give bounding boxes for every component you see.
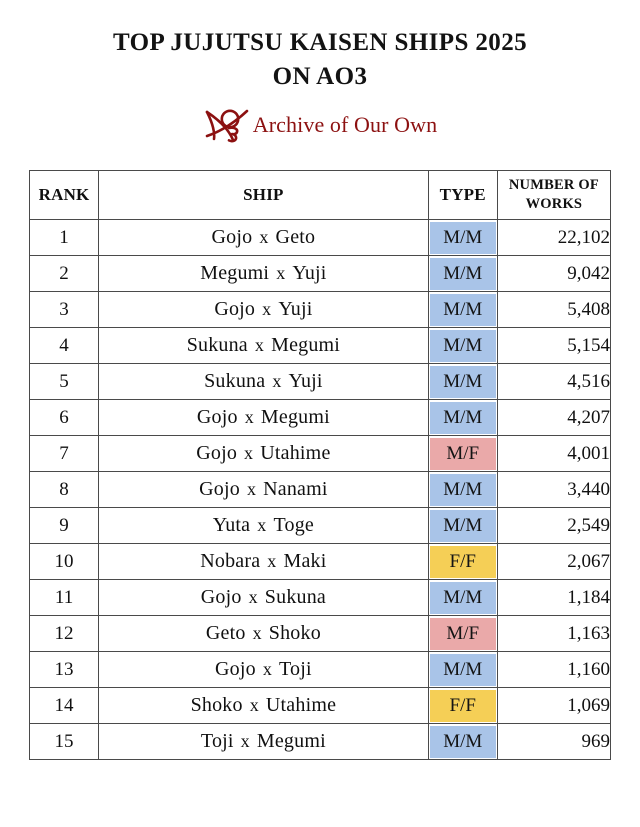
cell-ship xyxy=(99,400,429,436)
cell-rank: 4 xyxy=(30,328,99,364)
type-badge: M/M xyxy=(430,654,496,686)
cell-type xyxy=(428,724,497,760)
cell-rank: 12 xyxy=(30,616,99,652)
cell-type xyxy=(428,436,497,472)
cell-ship xyxy=(99,364,429,400)
page-header xyxy=(0,0,640,144)
type-badge: M/F xyxy=(430,618,496,650)
type-badge: F/F xyxy=(430,546,496,578)
table-row xyxy=(30,580,611,616)
table-row xyxy=(30,544,611,580)
ship-right: Utahime xyxy=(260,442,331,464)
type-badge: M/M xyxy=(430,366,496,398)
table-row xyxy=(30,724,611,760)
ship-separator: x xyxy=(244,407,254,427)
ship-right: Megumi xyxy=(271,334,341,356)
cell-ship xyxy=(99,220,429,256)
cell-type xyxy=(428,364,497,400)
cell-works: 1,160 xyxy=(497,652,610,688)
column-header-type: TYPE xyxy=(428,171,497,220)
ship-right: Yuji xyxy=(278,298,313,320)
cell-rank: 5 xyxy=(30,364,99,400)
table-header-row xyxy=(30,171,611,220)
ao3-logo-icon xyxy=(203,106,255,144)
type-badge: F/F xyxy=(430,690,496,722)
table-row xyxy=(30,220,611,256)
ship-separator: x xyxy=(262,659,273,679)
ship-left: Gojo xyxy=(200,586,242,608)
ships-table-container xyxy=(29,170,611,760)
table-row xyxy=(30,256,611,292)
column-header-works-line-2: WORKS xyxy=(525,196,583,212)
table-row xyxy=(30,616,611,652)
cell-ship xyxy=(99,580,429,616)
cell-ship xyxy=(99,652,429,688)
ship-left: Megumi xyxy=(200,262,270,284)
type-badge: M/M xyxy=(430,582,496,614)
page-title-line-1: TOP JUJUTSU KAISEN SHIPS 2025 xyxy=(112,29,528,56)
cell-rank: 10 xyxy=(30,544,99,580)
type-badge: M/M xyxy=(430,726,496,758)
ship-right: Maki xyxy=(283,550,327,572)
ship-left: Sukuna xyxy=(186,334,248,356)
type-badge: M/M xyxy=(430,402,496,434)
cell-rank: 9 xyxy=(30,508,99,544)
cell-type xyxy=(428,652,497,688)
column-header-rank: RANK xyxy=(30,171,99,220)
ship-left: Nobara xyxy=(200,550,261,572)
page-title-line-2: ON AO3 xyxy=(272,63,368,90)
ao3-logo xyxy=(0,106,640,144)
cell-type xyxy=(428,292,497,328)
ship-left: Sukuna xyxy=(204,370,266,392)
cell-works: 4,207 xyxy=(497,400,610,436)
cell-rank: 6 xyxy=(30,400,99,436)
ship-separator: x xyxy=(246,479,257,499)
cell-type xyxy=(428,580,497,616)
cell-ship xyxy=(99,724,429,760)
cell-type xyxy=(428,616,497,652)
ao3-logo-text: Archive of Our Own xyxy=(252,112,438,137)
ship-left: Gojo xyxy=(215,658,256,680)
type-badge: M/M xyxy=(430,222,496,254)
table-header xyxy=(30,171,611,220)
cell-type xyxy=(428,256,497,292)
cell-works: 4,516 xyxy=(497,364,610,400)
ship-separator: x xyxy=(249,695,259,715)
ships-table xyxy=(29,170,611,760)
cell-works: 1,163 xyxy=(497,616,610,652)
cell-ship xyxy=(99,508,429,544)
column-header-ship: SHIP xyxy=(99,171,429,220)
ship-separator: x xyxy=(244,443,254,463)
cell-works: 4,001 xyxy=(497,436,610,472)
ship-separator: x xyxy=(259,227,269,247)
cell-type xyxy=(428,220,497,256)
ship-separator: x xyxy=(276,263,286,283)
ship-left: Gojo xyxy=(196,406,238,428)
type-badge: M/M xyxy=(430,474,496,506)
cell-works: 2,067 xyxy=(497,544,610,580)
table-row xyxy=(30,436,611,472)
ship-right: Yuji xyxy=(288,370,323,392)
cell-ship xyxy=(99,688,429,724)
cell-type xyxy=(428,328,497,364)
cell-ship xyxy=(99,544,429,580)
cell-type xyxy=(428,544,497,580)
cell-ship xyxy=(99,436,429,472)
table-row xyxy=(30,652,611,688)
cell-ship xyxy=(99,616,429,652)
ship-left: Gojo xyxy=(211,226,253,248)
ship-left: Gojo xyxy=(199,478,240,500)
cell-works: 1,184 xyxy=(497,580,610,616)
table-row xyxy=(30,400,611,436)
table-row xyxy=(30,328,611,364)
cell-rank: 3 xyxy=(30,292,99,328)
cell-rank: 2 xyxy=(30,256,99,292)
ship-left: Toji xyxy=(200,730,234,752)
cell-ship xyxy=(99,256,429,292)
type-badge: M/F xyxy=(430,438,496,470)
table-body xyxy=(30,220,611,760)
type-badge: M/M xyxy=(430,510,496,542)
table-row xyxy=(30,688,611,724)
cell-works: 2,549 xyxy=(497,508,610,544)
column-header-works xyxy=(497,171,610,220)
cell-rank: 1 xyxy=(30,220,99,256)
ship-separator: x xyxy=(254,335,265,355)
ship-right: Nanami xyxy=(263,478,328,500)
table-row xyxy=(30,472,611,508)
cell-works: 9,042 xyxy=(497,256,610,292)
ship-separator: x xyxy=(252,623,262,643)
ship-right: Megumi xyxy=(260,406,330,428)
ship-right: Sukuna xyxy=(264,586,326,608)
cell-rank: 8 xyxy=(30,472,99,508)
table-row xyxy=(30,292,611,328)
ship-left: Geto xyxy=(205,622,246,644)
ship-right: Toji xyxy=(279,658,312,680)
cell-type xyxy=(428,400,497,436)
table-row xyxy=(30,364,611,400)
ship-separator: x xyxy=(272,371,282,391)
type-badge: M/M xyxy=(430,330,496,362)
cell-ship xyxy=(99,328,429,364)
ship-separator: x xyxy=(240,731,250,751)
cell-works: 5,408 xyxy=(497,292,610,328)
cell-ship xyxy=(99,292,429,328)
cell-rank: 14 xyxy=(30,688,99,724)
ship-left: Gojo xyxy=(196,442,238,464)
ship-right: Utahime xyxy=(265,694,337,716)
ship-right: Toge xyxy=(273,514,314,536)
cell-ship xyxy=(99,472,429,508)
ship-separator: x xyxy=(257,515,267,535)
cell-works: 22,102 xyxy=(497,220,610,256)
cell-rank: 11 xyxy=(30,580,99,616)
type-badge: M/M xyxy=(430,294,496,326)
cell-type xyxy=(428,472,497,508)
cell-rank: 15 xyxy=(30,724,99,760)
ship-separator: x xyxy=(248,587,258,607)
ship-right: Geto xyxy=(275,226,316,248)
ship-separator: x xyxy=(262,299,272,319)
ship-right: Shoko xyxy=(268,622,321,644)
ship-separator: x xyxy=(267,551,277,571)
cell-works: 969 xyxy=(497,724,610,760)
cell-rank: 13 xyxy=(30,652,99,688)
type-badge: M/M xyxy=(430,258,496,290)
table-row xyxy=(30,508,611,544)
cell-type xyxy=(428,688,497,724)
cell-type xyxy=(428,508,497,544)
cell-rank: 7 xyxy=(30,436,99,472)
ship-right: Yuji xyxy=(292,262,327,284)
column-header-works-line-1: NUMBER OF xyxy=(508,177,599,193)
cell-works: 3,440 xyxy=(497,472,610,508)
ship-right: Megumi xyxy=(256,730,326,752)
ship-left: Gojo xyxy=(214,298,256,320)
cell-works: 1,069 xyxy=(497,688,610,724)
cell-works: 5,154 xyxy=(497,328,610,364)
ship-left: Shoko xyxy=(190,694,243,716)
ship-left: Yuta xyxy=(212,514,251,536)
